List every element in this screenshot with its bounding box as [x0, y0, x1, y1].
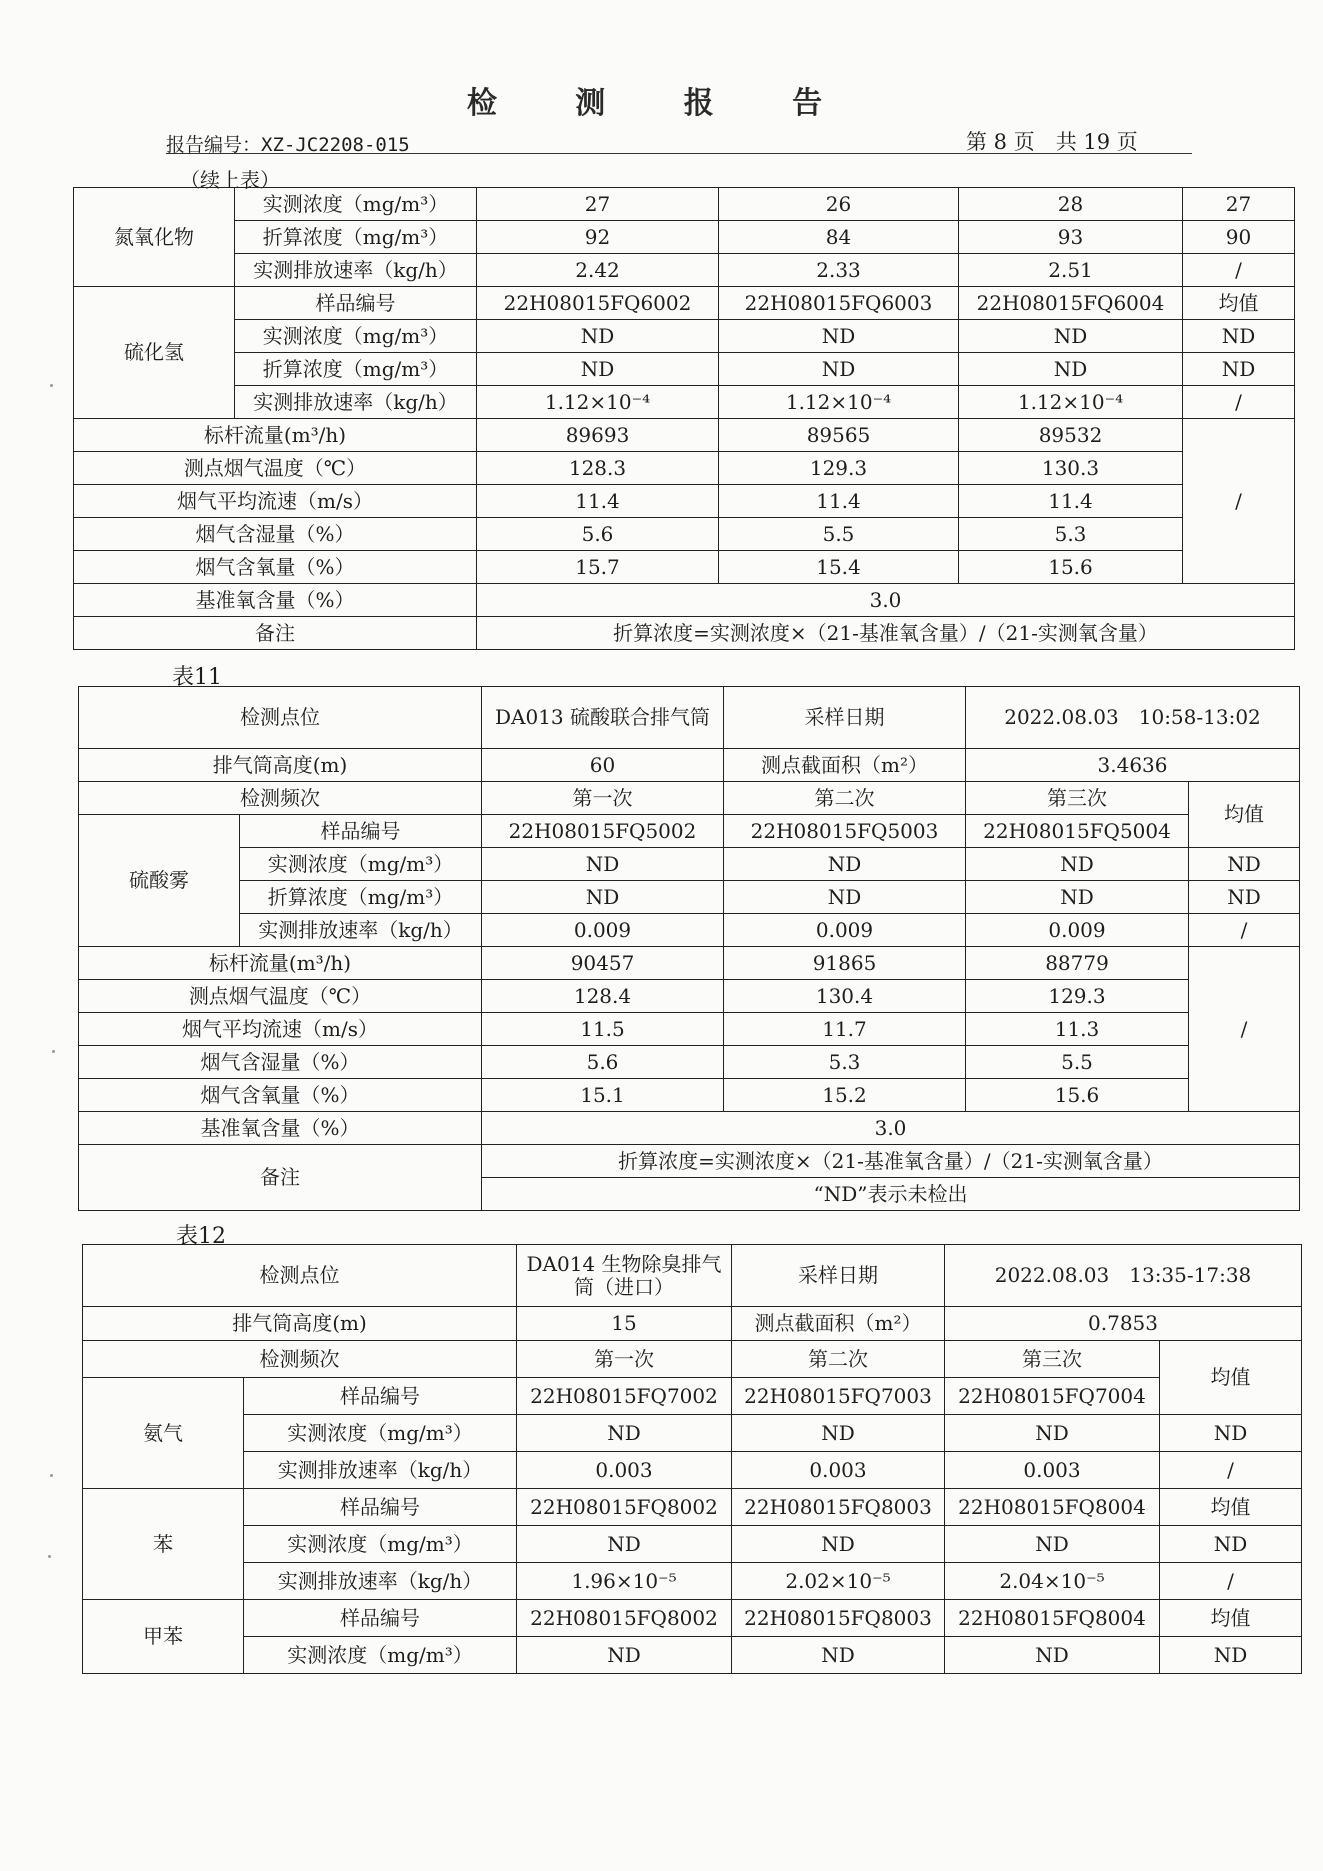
value-cell: 22H08015FQ6003 [719, 287, 959, 320]
pollutant-name: 氨气 [83, 1378, 244, 1489]
row-label: 实测排放速率（kg/h） [244, 1563, 517, 1600]
frequency-label: 检测频次 [79, 782, 482, 815]
row-label: 样品编号 [235, 287, 477, 320]
value-cell: 2.02×10⁻⁵ [732, 1563, 945, 1600]
value-cell: ND [959, 320, 1183, 353]
value-cell: 90457 [482, 947, 724, 980]
value-cell: 128.3 [477, 452, 719, 485]
avg-cell: 均值 [1160, 1489, 1302, 1526]
value-cell: 89532 [959, 419, 1183, 452]
remark-text: 折算浓度=实测浓度×（21-基准氧含量）/（21-实测氧含量） [477, 617, 1295, 650]
table-12-label: 表12 [176, 1224, 226, 1249]
value-cell: 27 [477, 188, 719, 221]
value-cell: 15.7 [477, 551, 719, 584]
row-label: 样品编号 [244, 1600, 517, 1637]
table-row [74, 386, 1295, 419]
avg-cell: 均值 [1160, 1600, 1302, 1637]
value-cell: ND [945, 1415, 1160, 1452]
remark-label: 备注 [79, 1145, 482, 1211]
value-cell: ND [477, 320, 719, 353]
value-cell: 0.003 [517, 1452, 732, 1489]
avg-cell: ND [1160, 1415, 1302, 1452]
frequency-1: 第一次 [517, 1341, 732, 1378]
stack-height-label: 排气筒高度(m) [83, 1307, 517, 1341]
pollutant-name: 硫酸雾 [79, 815, 240, 947]
value-cell: 2.42 [477, 254, 719, 287]
table-row [79, 914, 1300, 947]
param-label: 基准氧含量（%） [79, 1112, 482, 1145]
base-oxygen-value: 3.0 [477, 584, 1295, 617]
value-cell: 22H08015FQ6002 [477, 287, 719, 320]
row-label: 样品编号 [240, 815, 482, 848]
value-cell: 22H08015FQ6004 [959, 287, 1183, 320]
point-label: 检测点位 [83, 1245, 517, 1307]
row-label: 折算浓度（mg/m³） [235, 221, 477, 254]
table-row [79, 881, 1300, 914]
avg-cell: / [1183, 254, 1295, 287]
value-cell: 11.4 [719, 485, 959, 518]
table-row [79, 848, 1300, 881]
frequency-3: 第三次 [966, 782, 1189, 815]
param-label: 烟气平均流速（m/s） [79, 1013, 482, 1046]
point-label: 检测点位 [79, 687, 482, 749]
value-cell: ND [482, 881, 724, 914]
avg-header: 均值 [1189, 782, 1300, 848]
value-cell: 15.6 [959, 551, 1183, 584]
value-cell: 22H08015FQ5004 [966, 815, 1189, 848]
value-cell: 22H08015FQ7002 [517, 1378, 732, 1415]
row-label: 折算浓度（mg/m³） [235, 353, 477, 386]
pollutant-name: 氮氧化物 [74, 188, 235, 287]
value-cell: 22H08015FQ7004 [945, 1378, 1160, 1415]
value-cell: ND [517, 1415, 732, 1452]
param-label: 标杆流量(m³/h) [79, 947, 482, 980]
table-row [74, 320, 1295, 353]
avg-cell: / [1183, 386, 1295, 419]
value-cell: ND [945, 1526, 1160, 1563]
param-label: 基准氧含量（%） [74, 584, 477, 617]
avg-cell: ND [1183, 320, 1295, 353]
table-row [74, 617, 1295, 650]
row-label: 实测排放速率（kg/h） [240, 914, 482, 947]
table-row [83, 1341, 1302, 1378]
table-row [74, 353, 1295, 386]
table-row [74, 287, 1295, 320]
stack-height-value: 15 [517, 1307, 732, 1341]
value-cell: 0.003 [945, 1452, 1160, 1489]
table-row [83, 1637, 1302, 1674]
table-row [79, 749, 1300, 782]
value-cell: 26 [719, 188, 959, 221]
value-cell: 129.3 [966, 980, 1189, 1013]
table-row [74, 551, 1295, 584]
date-value: 2022.08.03 10:58-13:02 [966, 687, 1300, 749]
value-cell: 2.33 [719, 254, 959, 287]
remark-text: 折算浓度=实测浓度×（21-基准氧含量）/（21-实测氧含量） [482, 1145, 1300, 1178]
avg-header: 均值 [1160, 1341, 1302, 1415]
value-cell: 22H08015FQ8002 [517, 1600, 732, 1637]
param-label: 烟气含氧量（%） [74, 551, 477, 584]
table-row [83, 1378, 1302, 1415]
value-cell: ND [959, 353, 1183, 386]
continued-note: （续上表） [180, 168, 280, 192]
value-cell: 22H08015FQ5003 [724, 815, 966, 848]
param-label: 标杆流量(m³/h) [74, 419, 477, 452]
scan-speck [50, 384, 53, 387]
row-label: 实测排放速率（kg/h） [235, 386, 477, 419]
value-cell: 5.3 [724, 1046, 966, 1079]
table-row [79, 947, 1300, 980]
value-cell: ND [482, 848, 724, 881]
avg-cell: / [1160, 1563, 1302, 1600]
table-row [79, 687, 1300, 749]
avg-cell: ND [1189, 848, 1300, 881]
table-row [83, 1452, 1302, 1489]
value-cell: 22H08015FQ8002 [517, 1489, 732, 1526]
value-cell: 5.5 [719, 518, 959, 551]
table-11 [78, 686, 1300, 1211]
table-row [74, 188, 1295, 221]
param-label: 烟气含氧量（%） [79, 1079, 482, 1112]
table-row [74, 584, 1295, 617]
row-label: 折算浓度（mg/m³） [240, 881, 482, 914]
value-cell: 11.4 [477, 485, 719, 518]
table-row [83, 1245, 1302, 1307]
point-value: DA013 硫酸联合排气筒 [482, 687, 724, 749]
value-cell: 2.51 [959, 254, 1183, 287]
table-11-label: 表11 [172, 665, 222, 690]
value-cell: 22H08015FQ8004 [945, 1600, 1160, 1637]
base-oxygen-value: 3.0 [482, 1112, 1300, 1145]
table-row [74, 452, 1295, 485]
row-label: 实测浓度（mg/m³） [240, 848, 482, 881]
value-cell: 11.3 [966, 1013, 1189, 1046]
value-cell: 91865 [724, 947, 966, 980]
value-cell: ND [719, 320, 959, 353]
table-10-continued [73, 187, 1295, 650]
value-cell: 89693 [477, 419, 719, 452]
date-value: 2022.08.03 13:35-17:38 [945, 1245, 1302, 1307]
value-cell: ND [966, 848, 1189, 881]
value-cell: 15.6 [966, 1079, 1189, 1112]
frequency-2: 第二次 [732, 1341, 945, 1378]
value-cell: 22H08015FQ7003 [732, 1378, 945, 1415]
value-cell: ND [477, 353, 719, 386]
table-row [79, 815, 1300, 848]
value-cell: 89565 [719, 419, 959, 452]
value-cell: 0.009 [966, 914, 1189, 947]
avg-cell: ND [1160, 1526, 1302, 1563]
table-row [83, 1307, 1302, 1341]
remark-text: “ND”表示未检出 [482, 1178, 1300, 1211]
param-label: 测点烟气温度（℃） [74, 452, 477, 485]
table-row [79, 1079, 1300, 1112]
table-row [79, 1013, 1300, 1046]
scan-speck [50, 1474, 53, 1477]
value-cell: 5.5 [966, 1046, 1189, 1079]
pollutant-name: 苯 [83, 1489, 244, 1600]
row-label: 实测浓度（mg/m³） [235, 188, 477, 221]
value-cell: 5.6 [477, 518, 719, 551]
value-cell: ND [724, 848, 966, 881]
table-row [83, 1563, 1302, 1600]
value-cell: 130.3 [959, 452, 1183, 485]
value-cell: 11.5 [482, 1013, 724, 1046]
value-cell: 28 [959, 188, 1183, 221]
value-cell: 22H08015FQ8003 [732, 1489, 945, 1526]
avg-cell: ND [1183, 353, 1295, 386]
value-cell: ND [724, 881, 966, 914]
value-cell: 93 [959, 221, 1183, 254]
value-cell: 15.1 [482, 1079, 724, 1112]
value-cell: 0.009 [482, 914, 724, 947]
date-label: 采样日期 [732, 1245, 945, 1307]
value-cell: 22H08015FQ8004 [945, 1489, 1160, 1526]
avg-cell: / [1189, 914, 1300, 947]
value-cell: ND [517, 1637, 732, 1674]
page-indicator: 第 8 页 共 19 页 [966, 130, 1138, 154]
area-value: 3.4636 [966, 749, 1300, 782]
table-row [79, 782, 1300, 815]
avg-cell: 均值 [1183, 287, 1295, 320]
value-cell: ND [732, 1526, 945, 1563]
value-cell: 130.4 [724, 980, 966, 1013]
report-number: 报告编号：XZ-JC2208-015 [166, 134, 410, 156]
value-cell: 15.4 [719, 551, 959, 584]
frequency-3: 第三次 [945, 1341, 1160, 1378]
pollutant-name: 甲苯 [83, 1600, 244, 1674]
table-row [74, 518, 1295, 551]
value-cell: 11.7 [724, 1013, 966, 1046]
table-row [83, 1600, 1302, 1637]
value-cell: ND [732, 1637, 945, 1674]
table-row [74, 254, 1295, 287]
value-cell: 5.6 [482, 1046, 724, 1079]
table-row [74, 221, 1295, 254]
row-label: 样品编号 [244, 1378, 517, 1415]
table-row [79, 980, 1300, 1013]
value-cell: ND [732, 1415, 945, 1452]
value-cell: 5.3 [959, 518, 1183, 551]
stack-height-value: 60 [482, 749, 724, 782]
value-cell: ND [719, 353, 959, 386]
row-label: 实测浓度（mg/m³） [244, 1415, 517, 1452]
param-label: 烟气含湿量（%） [79, 1046, 482, 1079]
remark-label: 备注 [74, 617, 477, 650]
avg-cell: 90 [1183, 221, 1295, 254]
value-cell: ND [966, 881, 1189, 914]
value-cell: 22H08015FQ5002 [482, 815, 724, 848]
table-row [83, 1526, 1302, 1563]
value-cell: 129.3 [719, 452, 959, 485]
avg-cell: ND [1189, 881, 1300, 914]
params-avg-cell: / [1189, 947, 1300, 1112]
area-value: 0.7853 [945, 1307, 1302, 1341]
scan-speck [48, 1555, 51, 1558]
value-cell: 1.96×10⁻⁵ [517, 1563, 732, 1600]
avg-cell: ND [1160, 1637, 1302, 1674]
area-label: 测点截面积（m²） [732, 1307, 945, 1341]
frequency-1: 第一次 [482, 782, 724, 815]
params-avg-cell: / [1183, 419, 1295, 584]
row-label: 实测浓度（mg/m³） [235, 320, 477, 353]
scan-speck [52, 1050, 55, 1053]
area-label: 测点截面积（m²） [724, 749, 966, 782]
param-label: 烟气平均流速（m/s） [74, 485, 477, 518]
avg-cell: 27 [1183, 188, 1295, 221]
value-cell: 2.04×10⁻⁵ [945, 1563, 1160, 1600]
table-row [79, 1046, 1300, 1079]
point-value: DA014 生物除臭排气筒（进口） [517, 1245, 732, 1307]
value-cell: 1.12×10⁻⁴ [477, 386, 719, 419]
value-cell: 88779 [966, 947, 1189, 980]
value-cell: 128.4 [482, 980, 724, 1013]
param-label: 烟气含湿量（%） [74, 518, 477, 551]
header-divider [166, 153, 1192, 154]
row-label: 实测浓度（mg/m³） [244, 1526, 517, 1563]
table-row [79, 1145, 1300, 1178]
report-title: 检 测 报 告 [466, 86, 857, 121]
value-cell: 92 [477, 221, 719, 254]
param-label: 测点烟气温度（℃） [79, 980, 482, 1013]
value-cell: 0.003 [732, 1452, 945, 1489]
value-cell: 84 [719, 221, 959, 254]
row-label: 实测排放速率（kg/h） [244, 1452, 517, 1489]
stack-height-label: 排气筒高度(m) [79, 749, 482, 782]
row-label: 实测浓度（mg/m³） [244, 1637, 517, 1674]
table-row [83, 1415, 1302, 1452]
value-cell: 15.2 [724, 1079, 966, 1112]
value-cell: 1.12×10⁻⁴ [719, 386, 959, 419]
frequency-2: 第二次 [724, 782, 966, 815]
value-cell: 22H08015FQ8003 [732, 1600, 945, 1637]
date-label: 采样日期 [724, 687, 966, 749]
frequency-label: 检测频次 [83, 1341, 517, 1378]
row-label: 样品编号 [244, 1489, 517, 1526]
value-cell: 0.009 [724, 914, 966, 947]
table-12 [82, 1244, 1302, 1674]
table-row [74, 485, 1295, 518]
value-cell: 1.12×10⁻⁴ [959, 386, 1183, 419]
value-cell: 11.4 [959, 485, 1183, 518]
avg-cell: / [1160, 1452, 1302, 1489]
table-row [74, 419, 1295, 452]
value-cell: ND [945, 1637, 1160, 1674]
pollutant-name: 硫化氢 [74, 287, 235, 419]
row-label: 实测排放速率（kg/h） [235, 254, 477, 287]
value-cell: ND [517, 1526, 732, 1563]
table-row [83, 1489, 1302, 1526]
table-row [79, 1112, 1300, 1145]
